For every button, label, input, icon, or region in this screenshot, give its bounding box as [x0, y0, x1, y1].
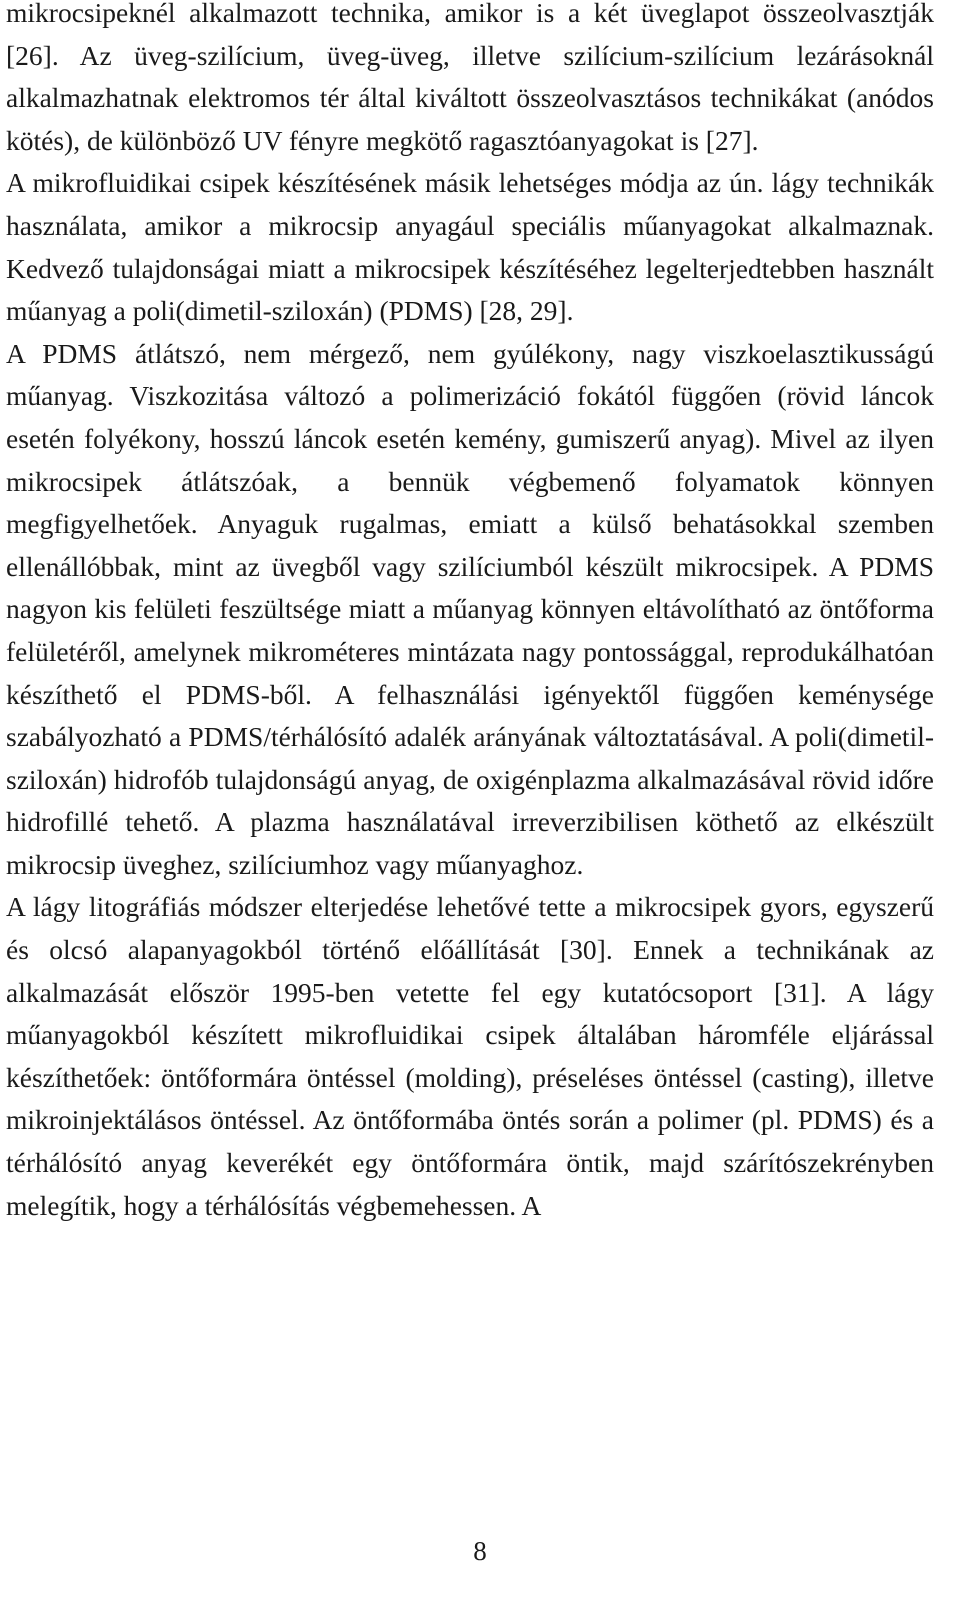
- body-text: [6, 0, 934, 1227]
- paragraph-3: A PDMS átlátszó, nem mérgező, nem gyúlékony, nagy viszkoelasztikusságú műanyag. Viszkozitása változó a polimerizáció fokától függően (rövid láncok esetén folyékony, hosszú láncok esetén kemény, gumiszerű anyag). Mivel az ilyen mikrocsipek átlátszóak, a bennük végbemenő folyamatok könnyen megfigyelhetőek. Anyaguk rugalmas, emiatt a külső behatásokkal szemben ellenállóbbak, mint az üvegből vagy szilíciumból készült mikrocsipek. A PDMS nagyon kis felületi feszültsége miatt a műanyag könnyen eltávolítható az öntőforma felületéről, amelynek mikrométeres mintázata nagy pontossággal, reprodukálhatóan készíthető el PDMS-ből. A felhasználási igényektől függően keménysége szabályozható a PDMS/térhálósító adalék arányának változtatásával. A poli(dimetil-sziloxán) hidrofób tulajdonságú anyag, de oxigénplazma alkalmazásával rövid időre hidrofillé tehető. A plazma használatával irreverzibilisen köthető az elkészült mikrocsip üveghez, szilíciumhoz vagy műanyaghoz.: [6, 337, 934, 880]
- paragraph-2: A mikrofluidikai csipek készítésének másik lehetséges módja az ún. lágy technikák használata, amikor a mikrocsip anyagául speciális műanyagokat alkalmaznak. Kedvező tulajdonságai miatt a mikrocsipek készítéséhez legelterjedtebben használt műanyag a poli(dimetil-sziloxán) (PDMS) [28, 29].: [6, 167, 934, 327]
- paragraph-4: A lágy litográfiás módszer elterjedése lehetővé tette a mikrocsipek gyors, egyszerű és olcsó alapanyagokból történő előállítását [30]. Ennek a technikának az alkalmazását először 1995-ben vetette fel egy kutatócsoport [31]. A lágy műanyagokból készített mikrofluidikai csipek általában háromféle eljárással készíthetőek: öntőformára öntéssel (molding), préseléses öntéssel (casting), illetve mikroinjektálásos öntéssel. Az öntőformába öntés során a polimer (pl. PDMS) és a térhálósító anyag keverékét egy öntőformára öntik, majd szárítószekrényben melegítik, hogy a térhálósítás végbemehessen. A: [6, 891, 934, 1221]
- paragraph-1: mikrocsipeknél alkalmazott technika, amikor is a két üveglapot összeolvasztják [26]. Az üveg-szilícium, üveg-üveg, illetve szilícium-szilícium lezárásoknál alkalmazhatnak elektromos tér által kiváltott összeolvasztásos technikákat (anódos kötés), de különböző UV fényre megkötő ragasztóanyagokat is [27].: [6, 0, 934, 156]
- page-number: 8: [473, 1536, 487, 1566]
